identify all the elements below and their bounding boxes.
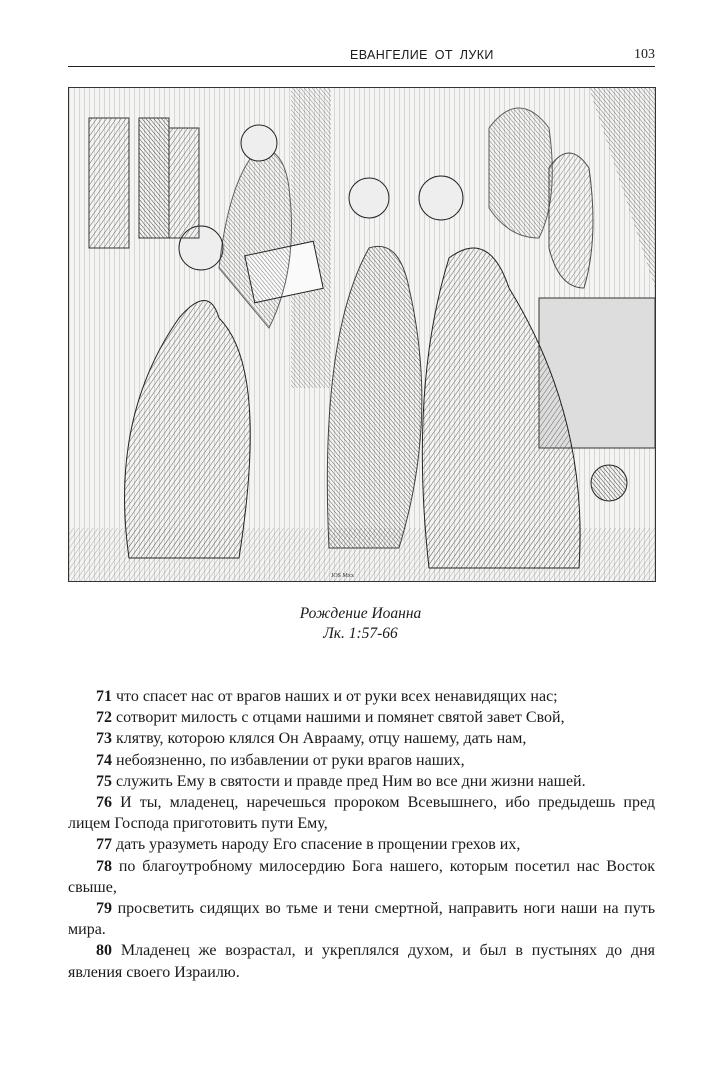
verse: [68, 686, 655, 707]
verse-text: сотворит милость с отцами нашими и помянет святой завет Свой,: [112, 709, 565, 727]
verse-number: 80: [96, 942, 112, 960]
page-number: 103: [634, 47, 655, 62]
caption-title: Рождение Иоанна: [299, 605, 422, 622]
verse-text: Младенец же возрастал, и укреплялся духом, и был в пустынях до дня явления своего Израилю.: [68, 942, 655, 981]
verse: [68, 792, 655, 834]
verse-text: небоязненно, по избавлении от руки врагов наших,: [112, 751, 465, 769]
verse-number: 73: [96, 730, 112, 748]
verse: [68, 856, 655, 898]
engraving-illustration: [68, 87, 656, 582]
verse: [68, 771, 655, 792]
verse: [68, 728, 655, 749]
verse-text: служить Ему в святости и правде пред Ним во все дни жизни нашей.: [112, 772, 586, 790]
verse-text: по благоутробному милосердию Бога нашего, которым посетил нас Восток свыше,: [68, 857, 655, 896]
running-title: ЕВАНГЕЛИЕ ОТ ЛУКИ: [350, 48, 494, 62]
verse-text: дать уразуметь народу Его спасение в прощении грехов их,: [112, 836, 521, 854]
verse-number: 75: [96, 772, 112, 790]
verse-text: клятву, которою клялся Он Аврааму, отцу нашему, дать нам,: [112, 730, 527, 748]
page-header: [68, 44, 655, 67]
verse: [68, 750, 655, 771]
verse: [68, 707, 655, 728]
verse-number: 76: [96, 794, 112, 812]
artist-signature: JOS Mxx: [331, 573, 354, 579]
engraving-drawing: [69, 88, 655, 581]
verse-number: 71: [96, 688, 112, 705]
verse-number: 78: [96, 857, 112, 875]
caption-reference: Лк. 1:57-66: [323, 625, 398, 642]
verse: [68, 898, 655, 940]
verse: [68, 834, 655, 855]
verse-number: 77: [96, 836, 112, 854]
verse-text: просветить сидящих во тьме и тени смертной, направить ноги наши на путь мира.: [68, 900, 655, 939]
verse-text: что спасет нас от врагов наших и от руки всех ненавидящих нас;: [112, 688, 558, 705]
verse: [68, 940, 655, 982]
verse-number: 79: [96, 900, 112, 918]
verse-number: 72: [96, 709, 112, 727]
verse-text: И ты, младенец, наречешься пророком Всевышнего, ибо предыдешь пред лицем Господа приготовить пути Ему,: [68, 794, 655, 833]
verse-list: [68, 686, 655, 983]
verse-number: 74: [96, 751, 112, 769]
